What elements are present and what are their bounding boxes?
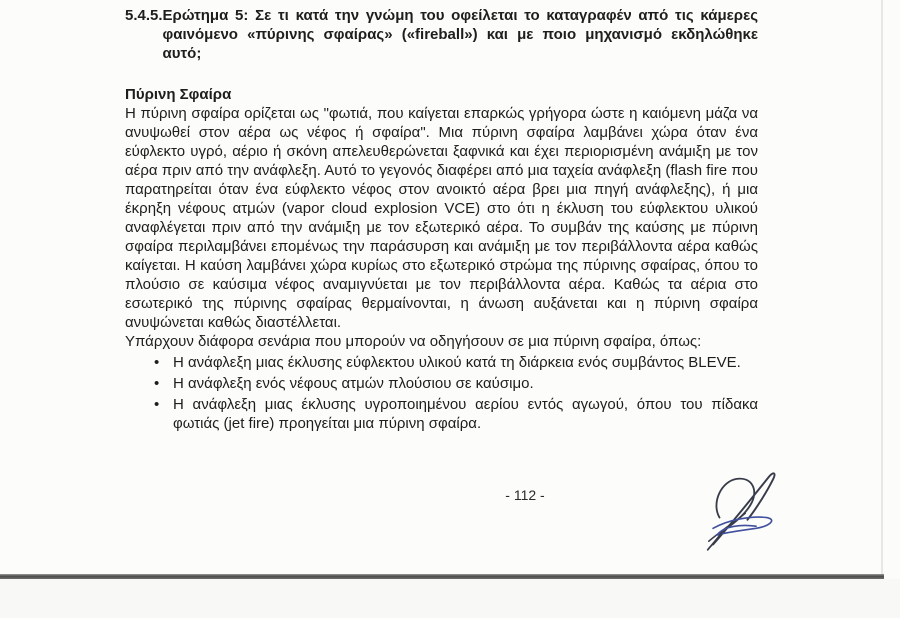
- scenarios-list: [125, 353, 758, 433]
- question-text: Ερώτημα 5: Σε τι κατά την γνώμη του οφείλεται το καταγραφέν από τις κάμερες φαινόμενο «πύρινης σφαίρας» («fireball») και με ποιο μηχανισμό εκδηλώθηκε αυτό;: [162, 7, 758, 62]
- list-item: • Η ανάφλεξη ενός νέφους ατμών πλούσιου σε καύσιμο.: [125, 374, 758, 393]
- section-title: Πύρινη Σφαίρα: [125, 86, 232, 103]
- question-heading: [125, 6, 758, 63]
- scenarios-intro: Υπάρχουν διάφορα σενάρια που μπορούν να οδηγήσουν σε μια πύρινη σφαίρα, όπως:: [125, 333, 702, 350]
- page-content: [125, 6, 758, 433]
- page-edge-line: [881, 0, 883, 575]
- list-item: • Η ανάφλεξη μιας έκλυσης υγροποιημένου αερίου εντός αγωγού, όπου του πίδακα φωτιάς (jet fire) προηγείται μια πύρινη σφαίρα.: [125, 395, 758, 433]
- page-number: - 112 -: [505, 487, 545, 503]
- scan-background-strip: [0, 579, 900, 618]
- list-item: • Η ανάφλεξη μιας έκλυσης εύφλεκτου υλικού κατά τη διάρκεια ενός συμβάντος BLEVE.: [125, 353, 758, 372]
- handwritten-signature: [698, 466, 784, 552]
- question-number: 5.4.5.: [125, 7, 163, 24]
- signature-scribble-icon: [698, 466, 784, 552]
- body-paragraph: Η πύρινη σφαίρα ορίζεται ως "φωτιά, που καίγεται επαρκώς γρήγορα ώστε η καιόμενη μάζα να ανυψωθεί στον αέρα ως νέφος ή σφαίρα". Μια πύρινη σφαίρα λαμβάνει χώρα όταν ένα εύφλεκτο υγρό, αέριο ή σκόνη απελευθερώνεται ξαφνικά και έχει περιορισμένη ανάμιξη με τον αέρα πριν από την ανάφλεξη. Αυτό το γεγονός διαφέρει από μια ταχεία ανάφλεξη (flash fire που παρατηρείται όταν ένα εύφλεκτο νέφος στον ανοικτό αέρα βρει μια πηγή ανάφλεξης), ή μια έκρηξη νέφους ατμών (vapor cloud explosion VCE) στο ότι η έκλυση του εύφλεκτου υλικού αναφλέγεται πριν από την ανάμιξη με τον εξωτερικό αέρα. Το συμβάν της καύσης με πύρινη σφαίρα περιλαμβάνει επομένως την παράσυρση και ανάμιξη με τον περιβάλλοντα αέρα καθώς καίγεται. Η καύση λαμβάνει χώρα κυρίως στο εξωτερικό στρώμα της πύρινης σφαίρας, όπου το πλούσιο σε καύσιμα νέφος αναμιγνύεται με τον περιβάλλοντα αέρα. Καθώς τα αέρια στο εσωτερικό της πύρινης σφαίρας θερμαίνονται, η άνωση αυξάνεται και η πύρινη σφαίρα ανυψώνεται καθώς διαστέλλεται.: [125, 105, 758, 331]
